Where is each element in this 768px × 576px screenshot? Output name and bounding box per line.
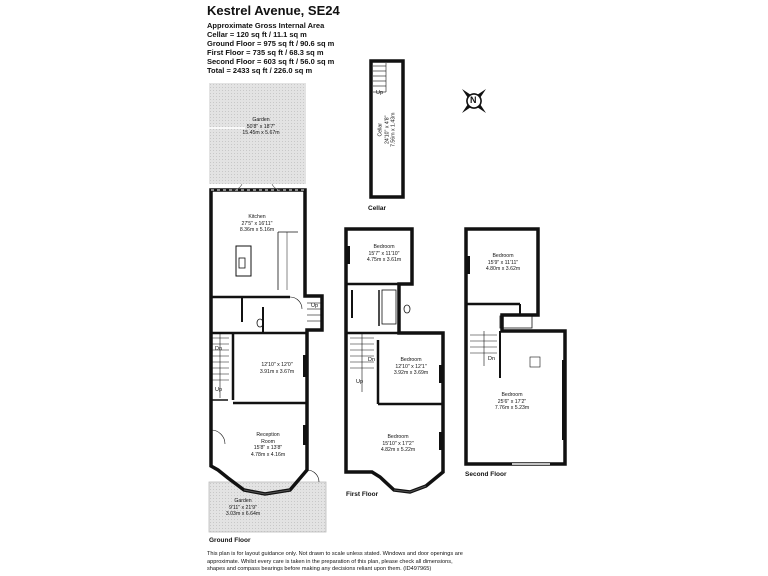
room-reception: [251, 432, 285, 458]
floor-label-first: First Floor: [346, 491, 379, 498]
room-size-metric: 3.03m x 6.64m: [225, 511, 261, 517]
room-rear-garden: [242, 117, 279, 137]
area-total: Total = 2433 sq ft / 226.0 sq m: [207, 66, 313, 75]
room-name: Bedroom: [373, 244, 395, 250]
page-title: Kestrel Avenue, SE24: [207, 3, 340, 18]
room-size-imperial: 15'8" x 13'8": [253, 445, 283, 451]
room-dining: [260, 362, 294, 375]
stair-label-up-first: Up: [356, 379, 364, 385]
room-name-2: Room: [261, 438, 275, 445]
floor-label-cellar: Cellar: [368, 205, 387, 212]
room-size-imperial: 15'7" x 11'10": [368, 250, 400, 257]
room-size-imperial: 24'10" x 4'8": [383, 115, 390, 144]
room-size-imperial: 50'8" x 18'7": [246, 123, 276, 130]
room-kitchen: [240, 214, 274, 234]
room-size-imperial: 12'10" x 12'0": [261, 362, 293, 368]
room-first-bedroom-rear: [367, 244, 401, 264]
room-size-imperial: 25'6" x 17'2": [497, 398, 527, 405]
room-name: Garden: [234, 498, 252, 504]
room-name: Bedroom: [501, 392, 523, 398]
stair-label-down-second: Dn: [488, 356, 496, 362]
area-cellar: Cellar = 120 sq ft / 11.1 sq m: [207, 30, 307, 39]
room-size-metric: 7.56m x 1.43m: [390, 112, 397, 147]
room-size-metric: 4.80m x 3.62m: [485, 266, 521, 272]
area-first: First Floor = 735 sq ft / 68.3 sq m: [207, 48, 324, 57]
room-size-metric: 3.91m x 3.67m: [259, 368, 295, 375]
room-size-imperial: 12'10" x 12'1": [395, 363, 427, 370]
room-first-bedroom-front: [381, 434, 415, 454]
compass-north-letter: N: [470, 95, 477, 105]
stair-label-up-cellar: Up: [376, 90, 384, 96]
disclaimer-text: This plan is for layout guidance only. Not drawn to scale unless stated. Windows and door openings are approximate. Whilst every care is taken in the preparation of this plan, please check all dimensions, shapes and compass bearings before making any decisions reliant upon them. (ID497965): [207, 551, 463, 572]
area-ground: Ground Floor = 975 sq ft / 90.6 sq m: [207, 39, 335, 48]
room-size-metric: 8.36m x 5.16m: [239, 227, 275, 233]
room-size-metric: 7.76m x 5.23m: [494, 405, 530, 411]
room-size-imperial: 27'5" x 16'11": [241, 220, 273, 227]
room-name: Garden: [252, 117, 270, 123]
room-size-imperial: 9'11" x 21'9": [228, 504, 258, 511]
room-front-garden: [226, 498, 260, 518]
room-name: Bedroom: [492, 253, 514, 259]
room-size-metric: 4.78m x 4.16m: [250, 451, 286, 458]
room-name: Kitchen: [248, 214, 266, 220]
area-heading: Approximate Gross Internal Area: [207, 21, 325, 30]
room-name: Reception: [256, 432, 280, 438]
room-size-imperial: 15'9" x 11'11": [487, 259, 519, 266]
room-second-bedroom-front: [495, 392, 529, 412]
room-size-imperial: 15'10" x 17'2": [382, 440, 414, 447]
room-name: Bedroom: [400, 357, 422, 363]
room-size-metric: 3.92m x 3.69m: [393, 370, 429, 376]
room-size-metric: 4.75m x 3.61m: [366, 257, 402, 263]
room-size-metric: 4.82m x 5.22m: [380, 447, 416, 453]
floor-label-second: Second Floor: [465, 471, 507, 478]
room-name: Cellar: [377, 122, 384, 137]
room-size-metric: 15.45m x 5.67m: [242, 130, 280, 136]
stair-label-down-ground: Dn: [215, 346, 223, 352]
area-second: Second Floor = 603 sq ft / 56.0 sq m: [207, 57, 335, 66]
room-first-bedroom-middle: [394, 357, 428, 377]
room-name: Bedroom: [387, 434, 409, 440]
stair-label-down-first: Dn: [368, 357, 376, 363]
room-second-bedroom-rear: [486, 253, 520, 273]
stair-label-up-ground: Up: [215, 387, 223, 393]
stair-label-up-ground-rear: Up: [311, 303, 319, 309]
room-cellar: [377, 113, 397, 147]
floor-label-ground: Ground Floor: [209, 537, 251, 544]
